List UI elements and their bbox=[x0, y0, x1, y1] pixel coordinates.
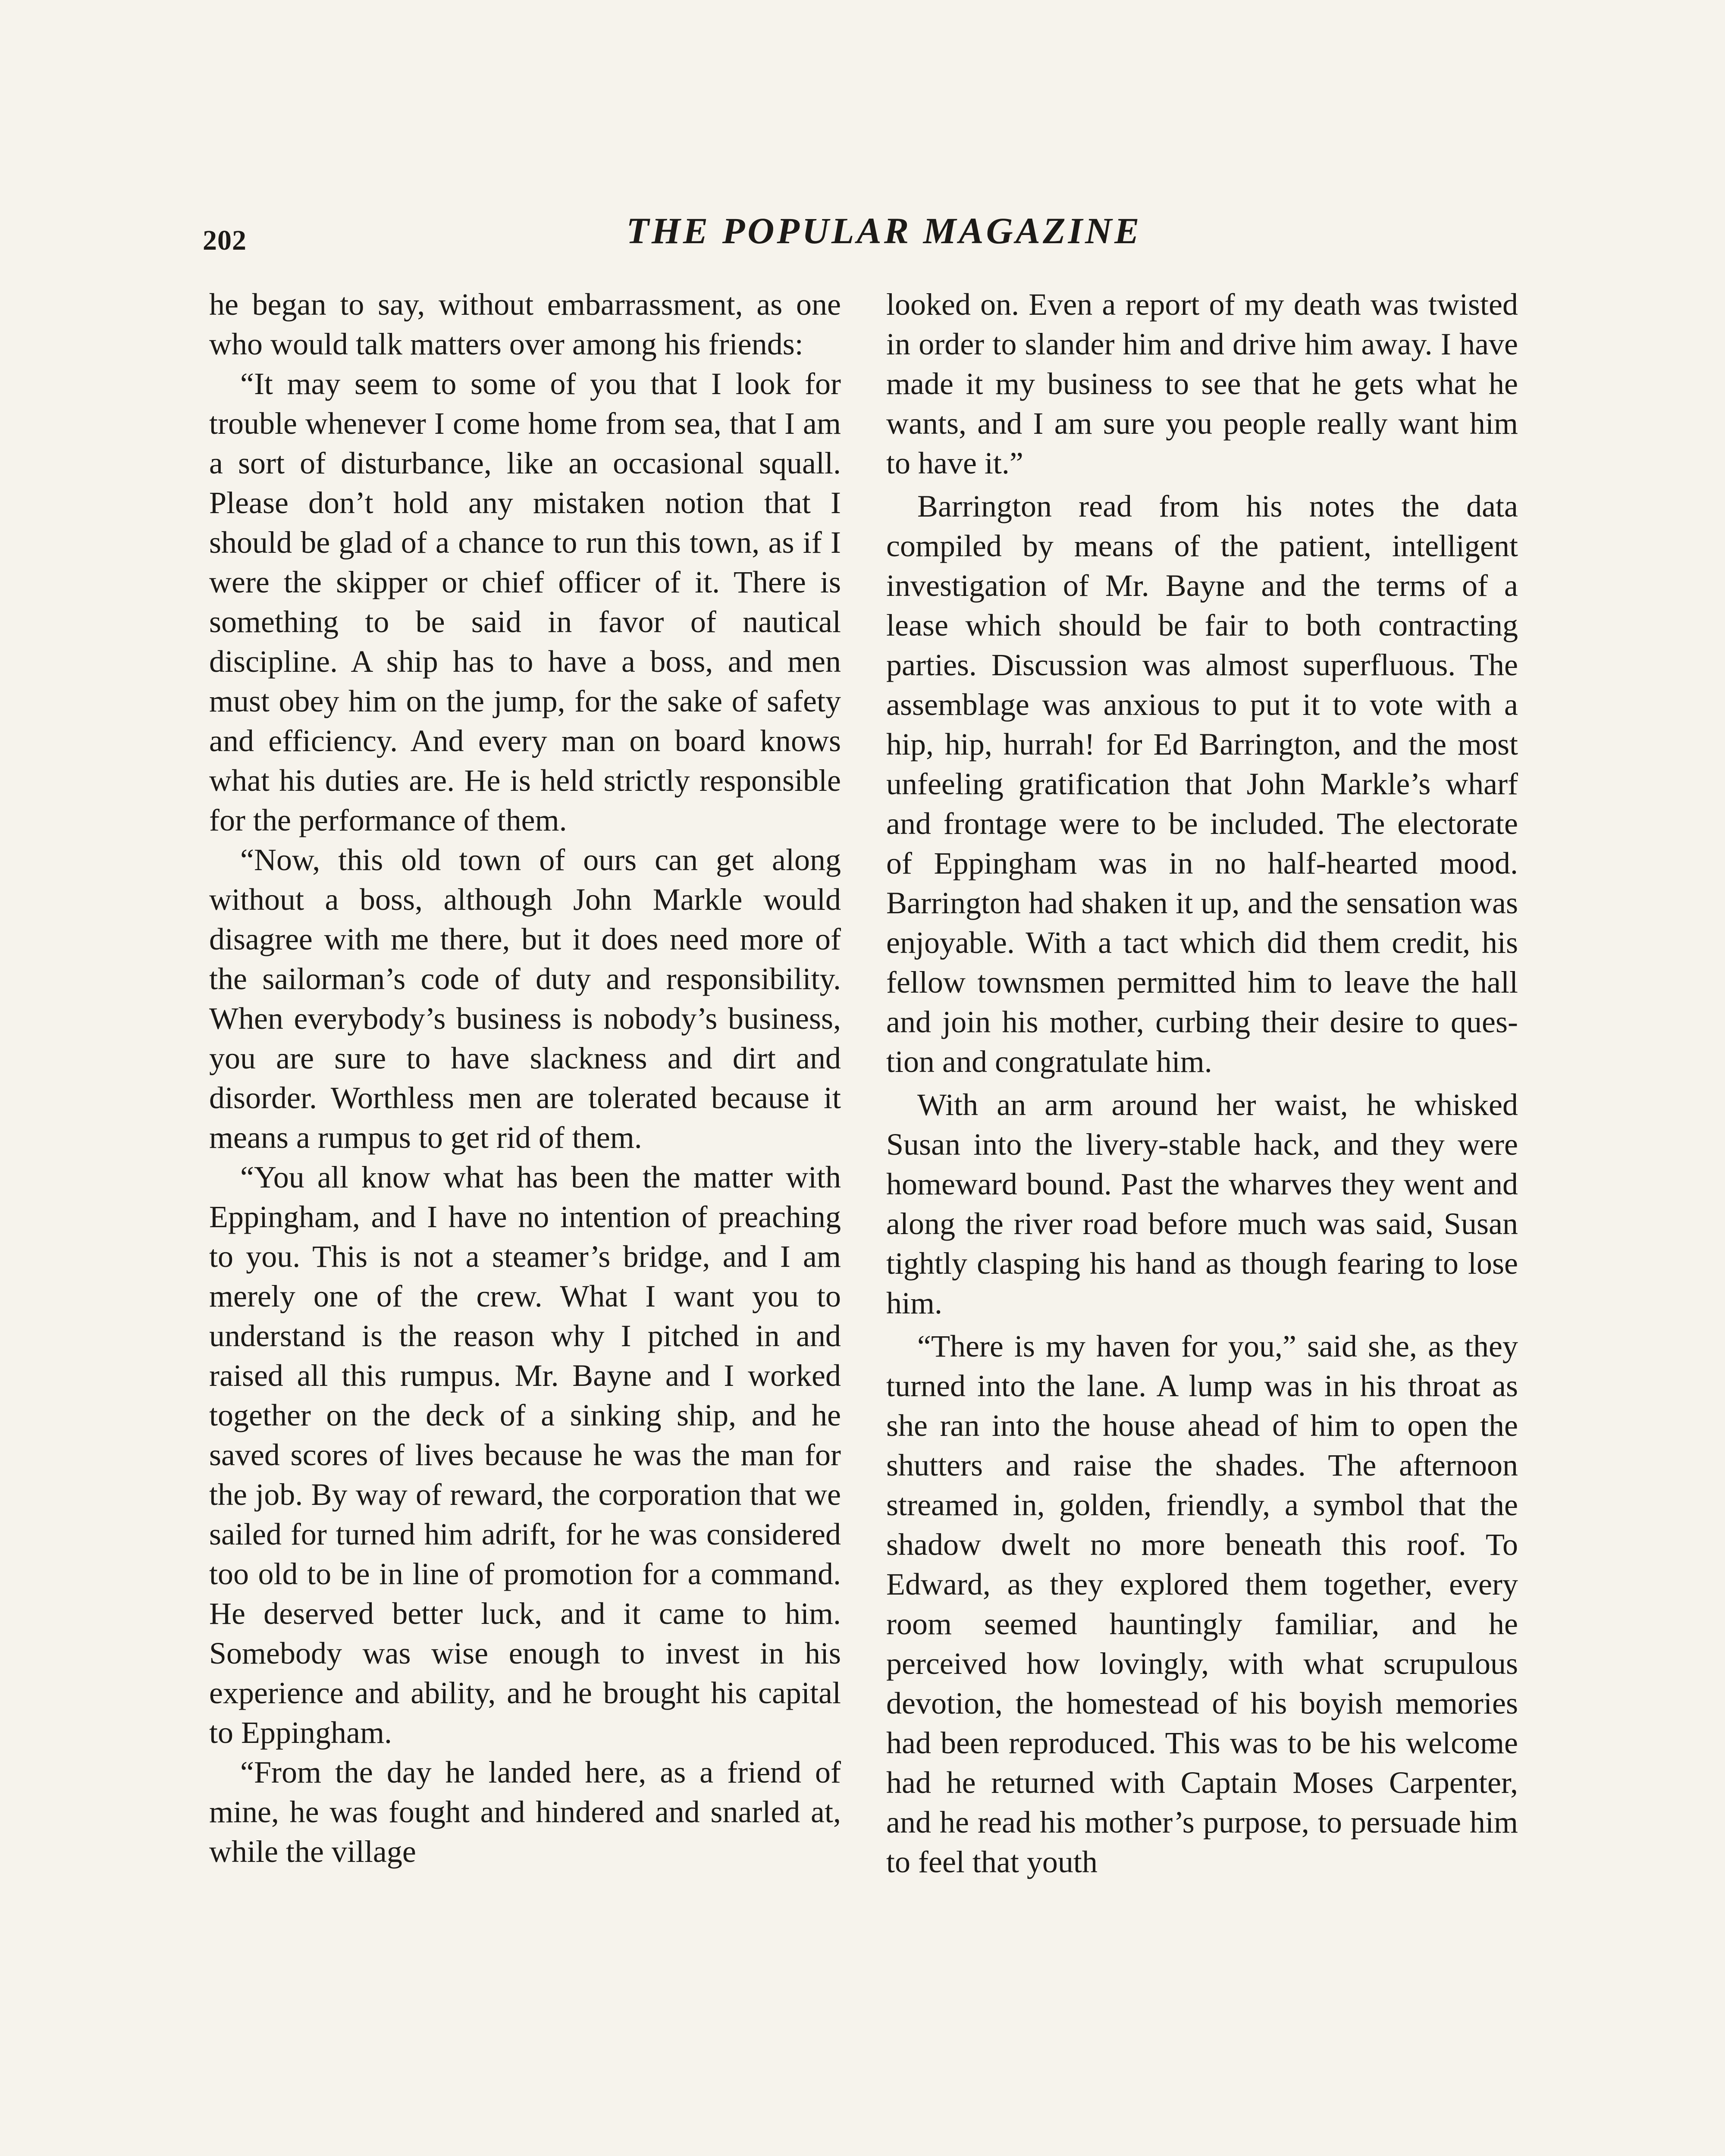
paragraph: Barrington read from his notes the data compiled by means of the patient, intelligent investigation of Mr. Bayne and the terms of a lease which should be fair to both contracting parties. Discussion was almost superfluous. The assemblage was anxious to put it to vote with a hip, hip, hurrah! for Ed Barrington, and the most unfeeling gratification that John Markle’s wharf and frontage were to be included. The electorate of Eppingham was in no half-hearted mood. Barrington had shaken it up, and the sensation was enjoyable. With a tact which did them credit, his fellow townsmen permitted him to leave the hall and join his mother, curbing their desire to question and congratulate him. bbox=[886, 489, 1518, 1079]
left-column bbox=[209, 285, 841, 1871]
paragraph: “From the day he landed here, as a friend of mine, he was fought and hindered and snarled at, while the village bbox=[209, 1755, 841, 1869]
paragraph: looked on. Even a report of my death was twisted in order to slander him and drive him away. I have made it my business to see that he gets what he wants, and I am sure you people really want him to have it.” bbox=[886, 287, 1518, 480]
paragraph: With an arm around her waist, he whisked Susan into the livery-stable hack, and they were homeward bound. Past the wharves they went and along the river road before much was said, Susan tightly clasping his hand as though fearing to lose him. bbox=[886, 1087, 1518, 1320]
paragraph: “Now, this old town of ours can get along without a boss, although John Markle would disagree with me there, but it does need more of the sailorman’s code of duty and responsibility. When everybody’s business is nobody’s business, you are sure to have slackness and dirt and disorder. Worthless men are tolerated because it means a rumpus to get rid of them. bbox=[209, 843, 841, 1155]
paragraph: “You all know what has been the matter with Eppingham, and I have no intention of preaching to you. This is not a steamer’s bridge, and I am merely one of the crew. What I want you to understand is the reason why I pitched in and raised all this rumpus. Mr. Bayne and I worked together on the deck of a sinking ship, and he saved scores of lives because he was the man for the job. By way of reward, the corporation that we sailed for turned him adrift, for he was considered too old to be in line of promotion for a command. He deserved better luck, and it came to him. Somebody was wise enough to invest in his experience and ability, and he brought his capital to Eppingham. bbox=[209, 1160, 841, 1750]
right-column bbox=[886, 285, 1518, 1882]
paragraph: “There is my haven for you,” said she, as they turned into the lane. A lump was in his throat as she ran into the house ahead of him to open the shutters and raise the shades. The afternoon streamed in, golden, friendly, a symbol that the shadow dwelt no more beneath this roof. To Edward, as they explored them together, every room seemed hauntingly familiar, and he perceived how lovingly, with what scrupulous devotion, the homestead of his boyish memories had been reproduced. This was to be his welcome had he returned with Captain Moses Carpenter, and he read his mother’s purpose, to persuade him to feel that youth bbox=[886, 1329, 1518, 1879]
page-number: 202 bbox=[203, 225, 247, 256]
running-title: THE POPULAR MAGAZINE bbox=[626, 210, 1142, 251]
paragraph: “It may seem to some of you that I look for trouble whenever I come home from sea, that I am a sort of disturbance, like an occasional squall. Please don’t hold any mistaken notion that I should be glad of a chance to run this town, as if I were the skipper or chief officer of it. There is something to be said in favor of nautical discipline. A ship has to have a boss, and men must obey him on the jump, for the sake of safety and efficiency. And every man on board knows what his duties are. He is held strictly responsible for the performance of them. bbox=[209, 367, 841, 837]
paragraph: he began to say, without embarrassment, as one who would talk matters over among his friends: bbox=[209, 287, 841, 361]
